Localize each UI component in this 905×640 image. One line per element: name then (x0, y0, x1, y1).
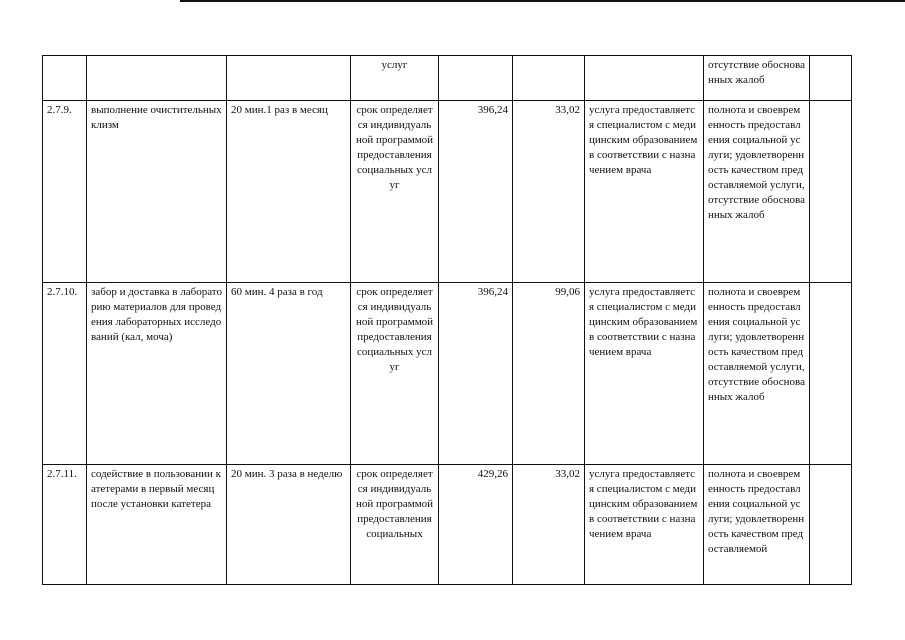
top-rule (180, 0, 905, 2)
service-quality: отсутствие обоснованных жалоб (704, 56, 810, 101)
services-table (42, 55, 852, 585)
extra-cell (810, 465, 852, 585)
service-name (87, 56, 227, 101)
table-row (43, 56, 852, 101)
service-price: 429,26 (439, 465, 513, 585)
table-row (43, 283, 852, 465)
service-number (43, 56, 87, 101)
service-conditions: услуга предоставляется специалистом с медицинским образованием в соответствии с назначением врача (585, 465, 704, 585)
extra-cell (810, 101, 852, 283)
service-price-2: 99,06 (513, 283, 585, 465)
service-quality: полнота и своевременность предоставления социальной услуги; удовлетворенность качеством предоставляемой услуги, отсутствие обоснованных жалоб (704, 283, 810, 465)
service-price-2: 33,02 (513, 465, 585, 585)
service-price: 396,24 (439, 283, 513, 465)
service-term: услуг (351, 56, 439, 101)
service-conditions (585, 56, 704, 101)
extra-cell (810, 56, 852, 101)
table-row (43, 101, 852, 283)
service-time: 60 мин. 4 раза в год (227, 283, 351, 465)
service-term: срок определяется индивидуальной программой предоставления социальных услуг (351, 101, 439, 283)
service-price (439, 56, 513, 101)
service-number: 2.7.10. (43, 283, 87, 465)
service-term: срок определяется индивидуальной программой предоставления социальных (351, 465, 439, 585)
service-name: содействие в пользовании катетерами в первый месяц после установки катетера (87, 465, 227, 585)
service-number: 2.7.9. (43, 101, 87, 283)
service-conditions: услуга предоставляется специалистом с медицинским образованием в соответствии с назначением врача (585, 101, 704, 283)
extra-cell (810, 283, 852, 465)
table-row (43, 465, 852, 585)
service-name: выполнение очистительных клизм (87, 101, 227, 283)
service-term: срок определяется индивидуальной программой предоставления социальных услуг (351, 283, 439, 465)
service-price-2 (513, 56, 585, 101)
service-quality: полнота и своевременность предоставления социальной услуги; удовлетворенность качеством предоставляемой (704, 465, 810, 585)
service-time (227, 56, 351, 101)
service-time: 20 мин. 3 раза в неделю (227, 465, 351, 585)
service-quality: полнота и своевременность предоставления социальной услуги; удовлетворенность качеством предоставляемой услуги, отсутствие обоснованных жалоб (704, 101, 810, 283)
service-time: 20 мин.1 раз в месяц (227, 101, 351, 283)
service-number: 2.7.11. (43, 465, 87, 585)
service-name: забор и доставка в лабораторию материалов для проведения лабораторных исследований (кал, моча) (87, 283, 227, 465)
service-price: 396,24 (439, 101, 513, 283)
service-conditions: услуга предоставляется специалистом с медицинским образованием в соответствии с назначением врача (585, 283, 704, 465)
service-price-2: 33,02 (513, 101, 585, 283)
